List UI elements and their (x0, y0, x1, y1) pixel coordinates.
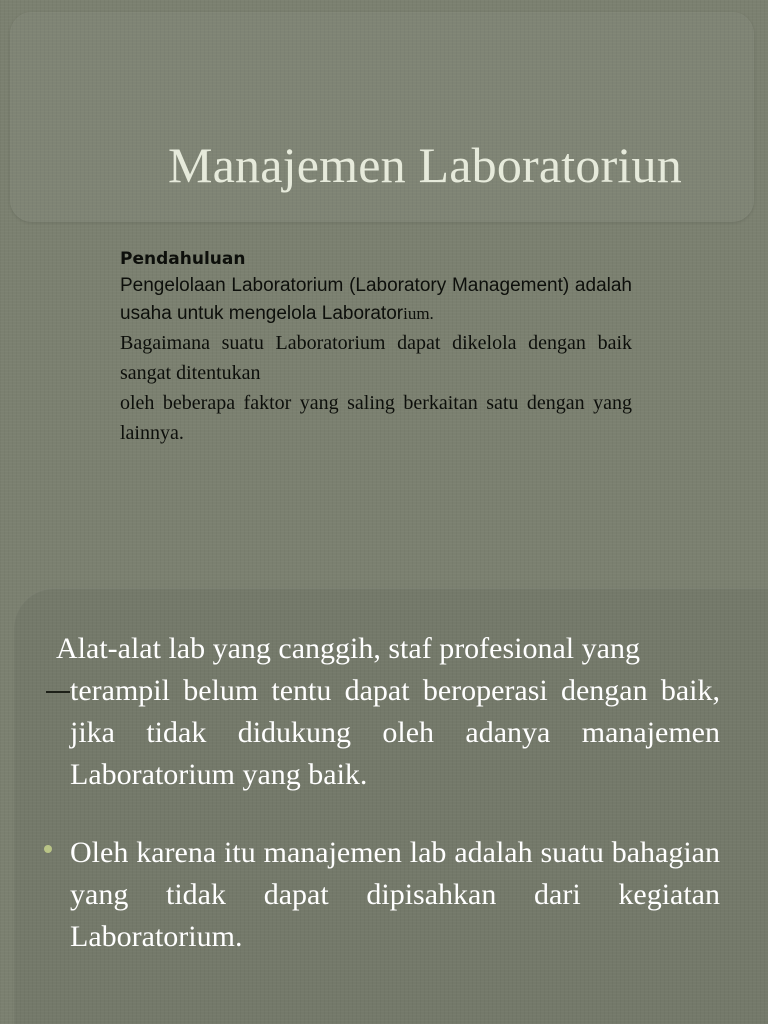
slide-2 (0, 512, 768, 1024)
bullet-dot-icon (44, 845, 52, 853)
slide-title: Manajemen Laboratoriun (168, 137, 682, 193)
definition-text: Pengelolaan Laboratorium (Laboratory Management) adalah usaha untuk mengelola Laborator (120, 275, 632, 324)
factors-paragraph: Bagaimana suatu Laboratorium dapat dikelola dengan baik sangat ditentukan (120, 332, 632, 384)
equipment-paragraph-rest: terampil belum tentu dapat beroperasi dengan baik, jika tidak didukung oleh adanya manajemen Laboratorium yang baik. (70, 674, 720, 791)
bullet-item (44, 832, 720, 958)
slide-1-body (120, 247, 632, 448)
underline-mark (46, 691, 70, 693)
factors-paragraph-2: oleh beberapa faktor yang saling berkaitan satu dengan yang lainnya. (120, 392, 632, 444)
definition-text-end: ium. (403, 304, 434, 323)
equipment-paragraph (56, 628, 720, 796)
equipment-paragraph-first-line: Alat-alat lab yang canggih, staf profesional yang (56, 632, 640, 665)
bullet-text: Oleh karena itu manajemen lab adalah suatu bahagian yang tidak dapat dipisahkan dari kegiatan Laboratorium. (70, 836, 720, 953)
section-heading: Pendahuluan (120, 249, 246, 269)
definition-paragraph (120, 272, 632, 328)
